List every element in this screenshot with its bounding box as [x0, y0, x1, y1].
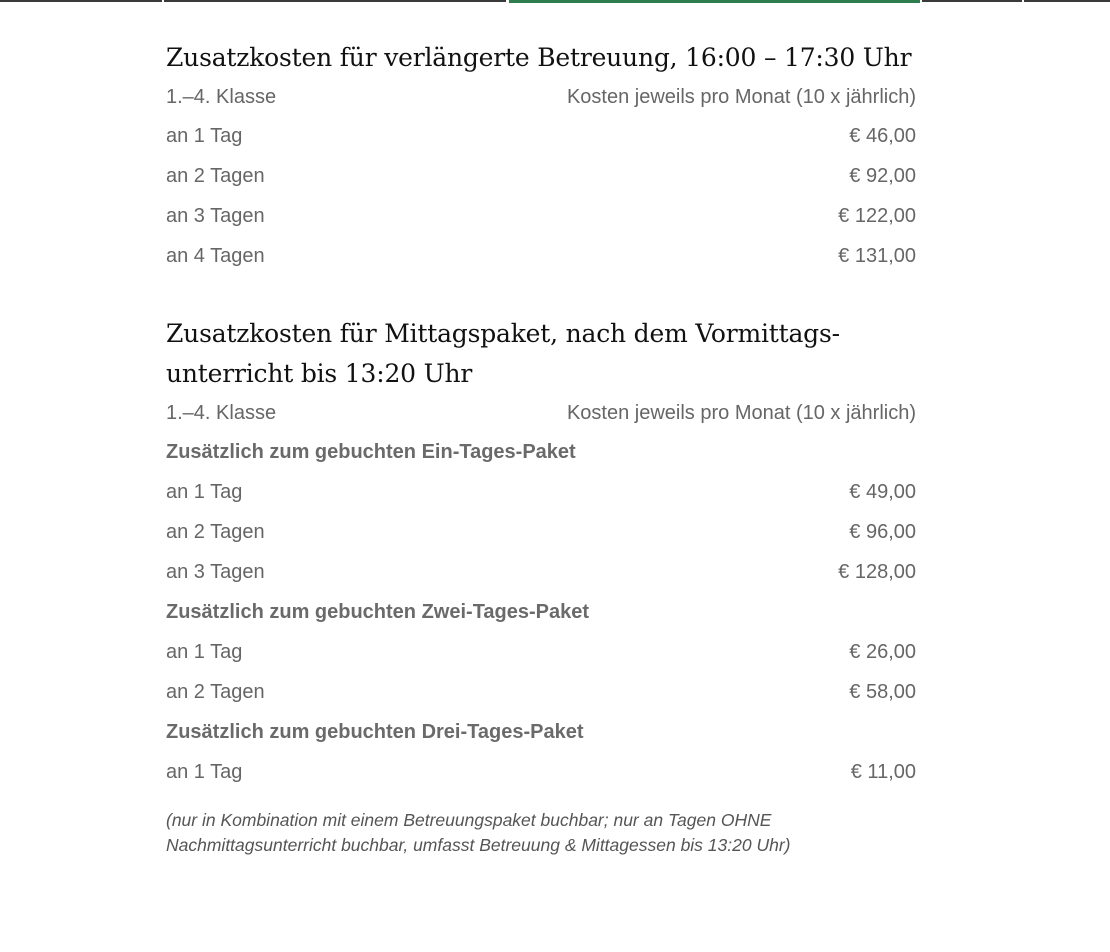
price-row [166, 116, 916, 156]
group-heading-three-day: Zusätzlich zum gebuchten Drei-Tages-Paket [166, 720, 584, 743]
days-label: an 2 Tagen [166, 164, 265, 187]
grade-label: 1.–4. Klasse [166, 401, 277, 424]
price-value: € 58,00 [849, 680, 916, 703]
price-row [166, 196, 916, 236]
price-value: € 131,00 [838, 244, 916, 267]
footnote-line1: (nur in Kombination mit einem Betreuungspaket buchbar; nur an Tagen OHNE [166, 810, 772, 830]
days-label: an 1 Tag [166, 124, 243, 147]
days-label: an 1 Tag [166, 480, 243, 503]
price-value: € 46,00 [849, 124, 916, 147]
days-label: an 1 Tag [166, 760, 243, 783]
days-label: an 3 Tagen [166, 204, 265, 227]
lunch-title-line2: unterricht bis 13:20 Uhr [166, 359, 473, 388]
price-document [166, 0, 916, 858]
price-value: € 122,00 [838, 204, 916, 227]
price-row [166, 632, 916, 672]
price-row [166, 552, 916, 592]
price-value: € 26,00 [849, 640, 916, 663]
price-row [166, 472, 916, 512]
lunch-package-section [166, 314, 916, 858]
price-row [166, 752, 916, 792]
days-label: an 4 Tagen [166, 244, 265, 267]
price-value: € 96,00 [849, 520, 916, 543]
lunch-header-row [166, 394, 916, 432]
footnote-line2: Nachmittagsunterricht buchbar, umfasst Betreuung & Mittagessen bis 13:20 Uhr) [166, 835, 791, 855]
days-label: an 2 Tagen [166, 520, 265, 543]
tab-divider [0, 0, 162, 2]
price-row [166, 156, 916, 196]
price-row [166, 512, 916, 552]
price-row [166, 672, 916, 712]
tab-divider [922, 0, 1022, 2]
cost-note: Kosten jeweils pro Monat (10 x jährlich) [566, 401, 916, 424]
days-label: an 3 Tagen [166, 560, 265, 583]
price-value: € 92,00 [849, 164, 916, 187]
lunch-package-title [166, 314, 916, 394]
extended-care-header-row [166, 78, 916, 116]
days-label: an 1 Tag [166, 640, 243, 663]
tab-divider [1024, 0, 1110, 2]
price-value: € 11,00 [850, 760, 916, 783]
days-label: an 2 Tagen [166, 680, 265, 703]
lunch-title-line1: Zusatzkosten für Mittagspaket, nach dem Vormittags- [166, 319, 840, 348]
extended-care-section [166, 38, 916, 276]
group-heading-two-day: Zusätzlich zum gebuchten Zwei-Tages-Paket [166, 600, 590, 623]
price-row [166, 236, 916, 276]
cost-note: Kosten jeweils pro Monat (10 x jährlich) [566, 85, 916, 108]
group-heading-one-day: Zusätzlich zum gebuchten Ein-Tages-Paket [166, 440, 576, 463]
price-value: € 49,00 [849, 480, 916, 503]
grade-label: 1.–4. Klasse [166, 85, 277, 108]
price-value: € 128,00 [838, 560, 916, 583]
extended-care-title: Zusatzkosten für verlängerte Betreuung, 16:00 – 17:30 Uhr [166, 43, 912, 72]
footnote [166, 808, 916, 858]
